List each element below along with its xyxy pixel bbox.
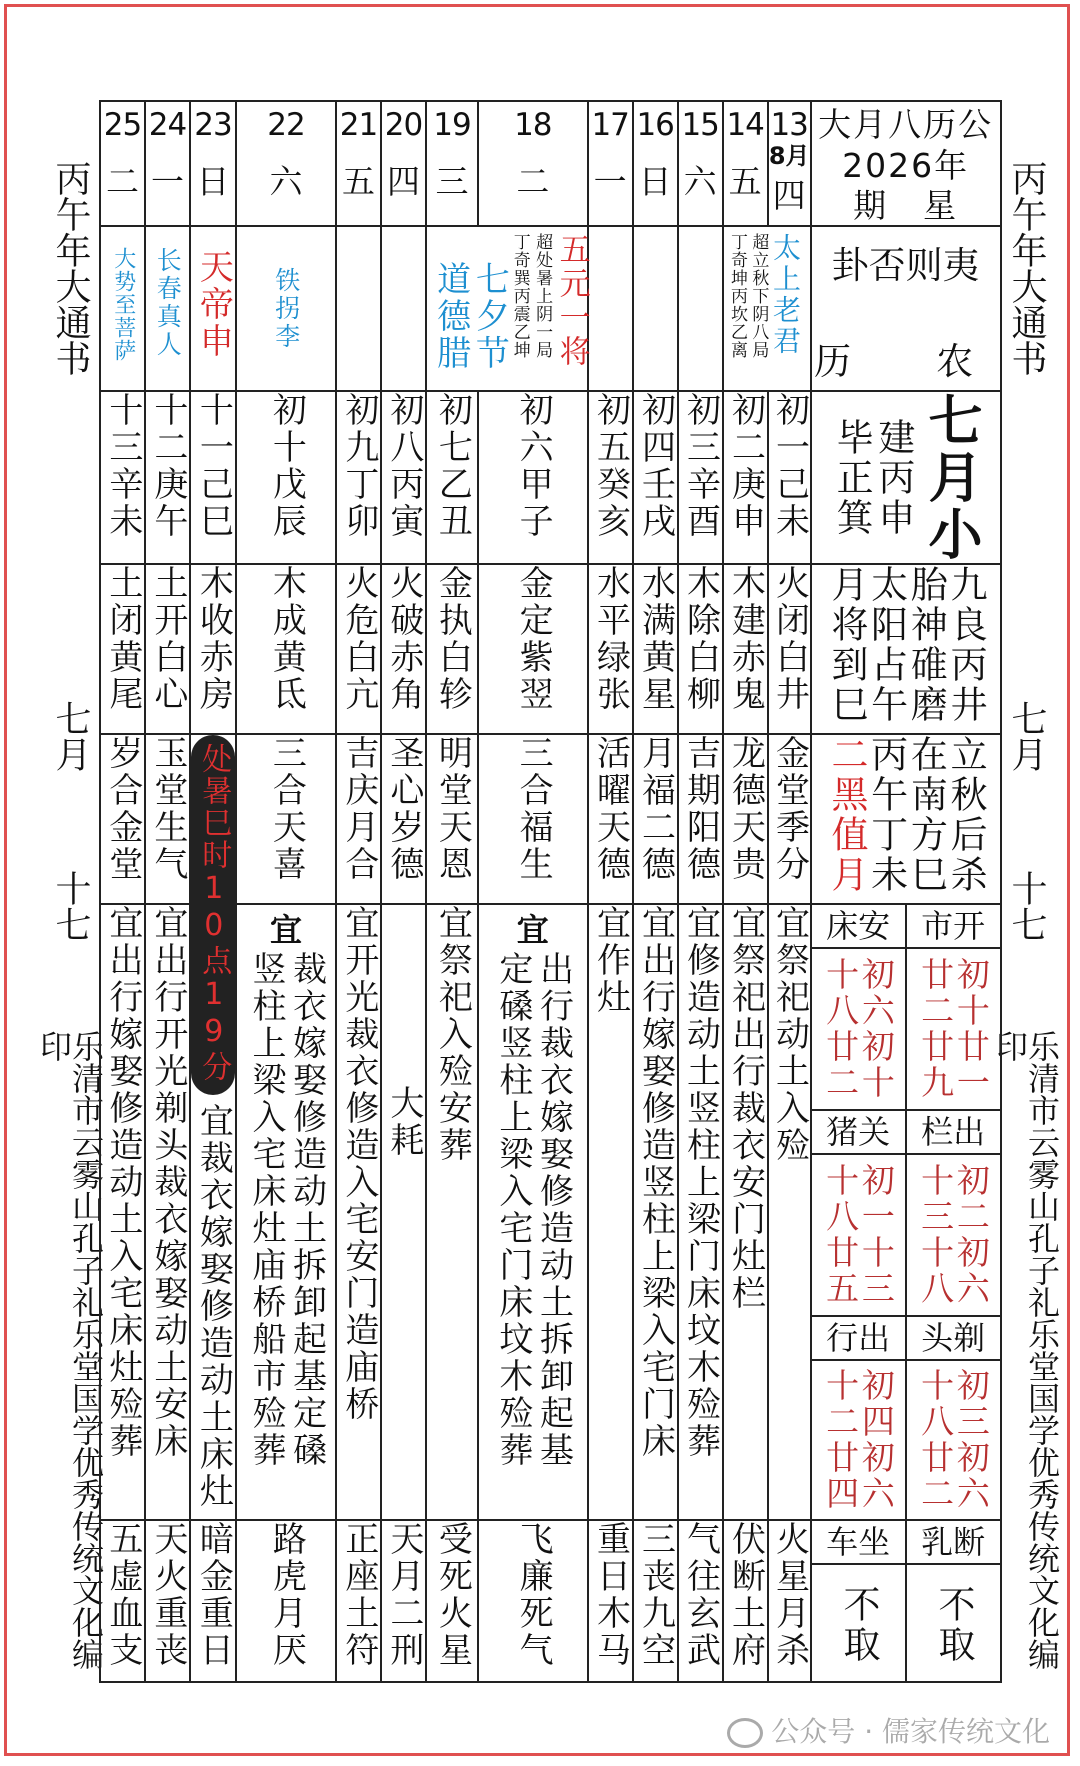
gods-cell: 月福二德 [635,735,676,883]
festival-text: 五元一将 [553,233,590,369]
lunar-day: 初九丁卯 [338,392,379,540]
almanac-title: 丙午年大通书 [1006,160,1047,376]
festival-text: 丁奇巽丙震乙坤 [509,233,530,359]
festival-text: 道德腊 [430,261,471,372]
ji-cell: 伏断土府 [725,1521,766,1669]
panel-text: 九良丙井 [944,565,988,725]
gods-cell: 龙德天贵 [725,735,766,883]
solar-term-badge: 处暑巳时10点19分 [191,735,235,1095]
festival-text: 超立秋下阴八局 [748,233,769,359]
festival-text: 超处暑上阴一局 [532,233,553,359]
ji-cell: 暗金重日 [193,1521,234,1669]
festival-text: 太上老君 [768,233,802,357]
lunar-day: 初八丙寅 [383,392,424,540]
ji-cell: 五虚血支 [102,1521,143,1669]
header-day: 24 一 [145,101,190,226]
ji-cell: 受死火星 [432,1521,473,1669]
festival-text: 大势至菩萨 [110,247,136,362]
header-day: 22 六 [236,101,336,226]
header-row [100,101,1001,226]
element-cell: 水平绿张 [590,565,631,713]
header-day: 20 四 [381,101,426,226]
panel-date: 初十廿一 [951,957,991,1101]
panel-date: 初四初六 [856,1368,896,1512]
lunar-day: 初三辛酉 [680,392,721,540]
yi-cell: 宜裁衣嫁娶修造动土床灶 [193,1103,234,1510]
right-side-text [991,160,1061,1680]
lunar-day: 十一己巳 [193,392,234,540]
header-day: 21 五 [336,101,381,226]
lunar-day: 初六甲子 [513,392,554,540]
almanac-table [99,100,1002,1683]
yi-cell: 宜出行嫁娶修造动土入宅床灶殓葬 [102,905,143,1460]
yi-cell: 宜祭祀入殓安葬 [432,905,473,1164]
month-label: 七月 [50,700,91,772]
gods-cell: 三合天喜 [266,735,307,883]
ji-cell: 火星月杀 [769,1521,810,1669]
element-cell: 木除白柳 [680,565,721,713]
panel-label: 行出 [812,1317,907,1359]
yi-row [100,904,1001,1520]
ji-cell: 天火重丧 [147,1521,188,1669]
wechat-icon [727,1718,763,1748]
ji-cell: 天月二刑 [383,1521,424,1669]
gods-cell: 三合福生 [513,735,554,883]
element-cell: 木收赤房 [193,565,234,713]
publisher-text: 乐清市云雾山孔子礼乐堂国学优秀传统文化编印 [35,1030,105,1670]
almanac-title: 丙午年大通书 [50,160,91,376]
gods-cell: 吉期阳德 [680,735,721,883]
yi-stamp: 宜 [269,911,302,949]
left-side-text [35,160,105,1680]
gods-cell: 圣心岁德 [383,735,424,883]
yi-cell: 宜出行开光剃头裁衣嫁娶动土安床 [147,905,188,1460]
element-cell: 火破赤角 [383,565,424,713]
festival-row [100,226,1001,391]
lunar-day: 十三辛未 [102,392,143,540]
lunar-day: 初四壬戌 [635,392,676,540]
panel-text: 月将到巳 [824,565,868,725]
yi-stamp: 宜 [516,911,549,949]
festival-text: 铁拐李 [271,267,301,351]
lunar-day: 初十戊辰 [266,392,307,540]
header-day: 13 8月 四 [768,101,811,226]
element-cell: 水满黄星 [635,565,676,713]
gods-cell: 金堂季分 [769,735,810,883]
element-cell: 金执白轸 [432,565,473,713]
panel-date: 初三初六 [951,1368,991,1512]
panel-text: 毕正箕 [830,417,874,538]
ji-cell: 正座土符 [338,1521,379,1669]
header-day: 18 二 [478,101,588,226]
panel-label: 猪关 [812,1111,907,1153]
yi-cell: 宜出行嫁娶修造竖柱上梁入宅门床 [635,905,676,1460]
lunar-day: 十二庚午 [147,392,188,540]
panel-date: 十三十八 [916,1163,956,1307]
ji-row [100,1520,1001,1682]
lunar-day: 初七乙丑 [432,392,473,540]
header-day: 19 三 [426,101,478,226]
gods-cell: 玉堂生气 [147,735,188,883]
panel-date: 初二初六 [951,1163,991,1307]
yi-cell: 宜作灶 [590,905,631,1016]
lunar-row [100,391,1001,564]
gods-cell: 活曜天德 [590,735,631,883]
panel-text: 二黑值月 [824,735,868,895]
header-day: 17 一 [588,101,633,226]
yi-cell: 竖柱上梁入宅床灶庙桥船市殓葬 [246,951,286,1469]
month-title: 七月小 [919,392,983,563]
header-day: 14 五 [723,101,768,226]
panel-text: 立秋后杀 [944,735,988,895]
element-cell: 火闭白井 [769,565,810,713]
gods-cell: 吉庆月合 [338,735,379,883]
gods-row [100,734,1001,904]
panel-label: 乳断 [921,1523,986,1561]
header-label: 大月八历公 2026年 期 星 [811,101,1001,226]
element-cell: 金定紫翌 [513,565,554,713]
panel-text: 丙午丁未 [864,735,908,895]
yi-cell: 宜开光裁衣修造入宅安门造庙桥 [338,905,379,1423]
festival-text: 七夕节 [469,261,510,372]
day-label: 十七 [50,870,91,942]
ji-cell: 路虎月厌 [266,1521,307,1669]
panel-date: 十八廿五 [821,1163,861,1307]
panel-text: 建丙申 [871,417,915,538]
gods-cell: 岁合金堂 [102,735,143,883]
festival-text: 天帝申 [193,249,234,360]
panel-text: 在南方巳 [904,735,948,895]
yi-cell: 宜修造动土竖柱上梁门床坟木殓葬 [680,905,721,1460]
panel-date: 十八廿二 [821,957,861,1101]
yi-cell: 裁衣嫁娶修造动土拆卸起基定磉 [286,951,327,1469]
ji-cell: 重日木马 [590,1521,631,1669]
panel-date: 十二廿四 [821,1368,861,1512]
elements-row [100,564,1001,734]
lunar-day: 初二庚申 [725,392,766,540]
festival-text: 长春真人 [153,247,183,359]
panel-text: 不取 [837,1585,881,1665]
yi-cell: 出行裁衣嫁娶修造动土拆卸起基 [533,951,574,1469]
panel-text: 胎神碓磨 [904,565,948,725]
panel-date: 廿二廿九 [916,957,956,1101]
panel-label: 床安 [812,905,907,947]
yi-cell: 大耗 [383,1085,424,1159]
panel-label: 栏出 [921,1113,986,1151]
panel-heading: 历 农 [814,340,998,383]
festival-text: 丁奇坤丙坎乙离 [727,233,748,359]
element-cell: 土闭黄尾 [102,565,143,713]
publisher-text: 乐清市云雾山孔子礼乐堂国学优秀传统文化编印 [991,1030,1061,1670]
ji-cell: 飞廉死气 [513,1521,554,1669]
header-day: 25 二 [100,101,145,226]
element-cell: 木成黄氐 [266,565,307,713]
yi-cell: 定磉竖柱上梁入宅门床坟木殓葬 [492,951,533,1469]
ji-cell: 三丧九空 [635,1521,676,1669]
panel-date: 初六初十 [856,957,896,1101]
panel-label: 车坐 [812,1521,907,1563]
element-cell: 土开白心 [147,565,188,713]
element-cell: 木建赤鬼 [725,565,766,713]
element-cell: 火危白亢 [338,565,379,713]
panel-text: 不取 [932,1585,976,1665]
day-label: 十七 [1006,870,1047,942]
ji-cell: 气往玄武 [680,1521,721,1669]
header-day: 23 日 [190,101,236,226]
panel-label: 市开 [921,907,986,945]
panel-heading: 卦否则夷 [831,244,980,287]
panel-label: 头剃 [921,1319,986,1357]
yi-cell: 宜祭祀出行裁衣安门灶栏 [725,905,766,1312]
panel-date: 初一十三 [856,1163,896,1307]
panel-text: 太阳占午 [864,565,908,725]
lunar-day: 初一己未 [769,392,810,540]
gods-cell: 明堂天恩 [432,735,473,883]
header-day: 16 日 [633,101,678,226]
header-day: 15 六 [678,101,723,226]
watermark: 公众号 · 儒家传统文化 [727,1710,1050,1750]
yi-cell: 宜祭祀动土入殓 [769,905,810,1164]
panel-date: 十八廿二 [916,1368,956,1512]
lunar-day: 初五癸亥 [590,392,631,540]
month-label: 七月 [1006,700,1047,772]
